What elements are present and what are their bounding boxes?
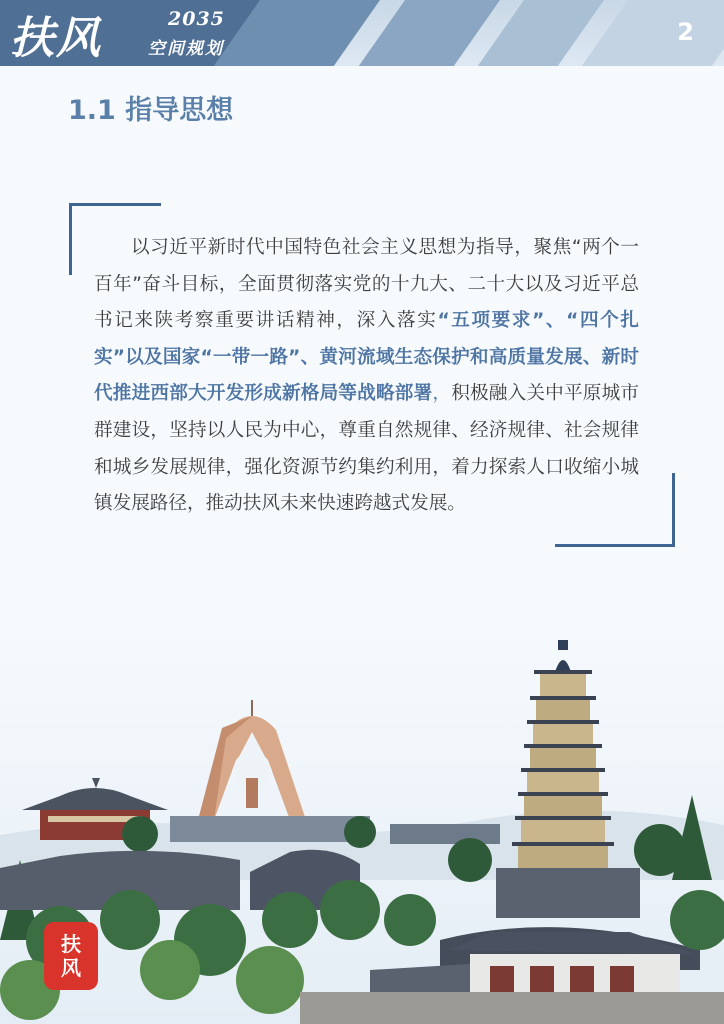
fufeng-landmarks-illustration [0,620,724,1024]
logo-calligraphy: 扶风 [10,13,102,64]
header-stripe [359,0,500,66]
fufeng-seal-stamp [44,922,98,990]
guiding-ideology-paragraph [94,230,639,523]
frame-corner-top-left [69,203,161,206]
seal-char: 扶 [61,932,81,956]
logo-year: 2035 [168,8,225,30]
header-stripe [582,0,724,66]
frame-corner-bottom-right [672,473,675,547]
frame-corner-top-left [69,203,72,275]
highlight-separator: ， [432,383,452,405]
header-banner [0,0,724,66]
paragraph-text: 积极融入关中平原城市群建设，坚持以人民为中心，尊重自然规律、经济规律、社会规律和城乡发展规律，强化资源节约集约利用，着力探索人口收缩小城镇发展路径，推动扶风未来快速跨越式发展。 [94,383,639,515]
highlight-strategies: “四个扎实”以及国家“一带一路”、黄河流域生态保护和高质量发展、新时代推进西部大开发形成新格局等战略部署 [94,310,639,405]
seal-char: 风 [61,956,81,980]
highlight-separator: 、 [544,310,567,332]
header-stripe [478,0,604,66]
section-title: 1.1 指导思想 [68,95,234,126]
highlight-five-requirements: “五项要求” [437,310,545,332]
paragraph-text: 以习近平新时代中国特色社会主义思想为指导，聚焦“两个一百年”奋斗目标，全面贯彻落实党的十九大、二十大以及习近平总书记来陕考察重要讲话精神，深入落实 [94,237,639,332]
page-number: 2 [677,18,694,46]
logo-subtitle: 空间规划 [148,39,224,59]
frame-corner-bottom-right [555,544,675,547]
